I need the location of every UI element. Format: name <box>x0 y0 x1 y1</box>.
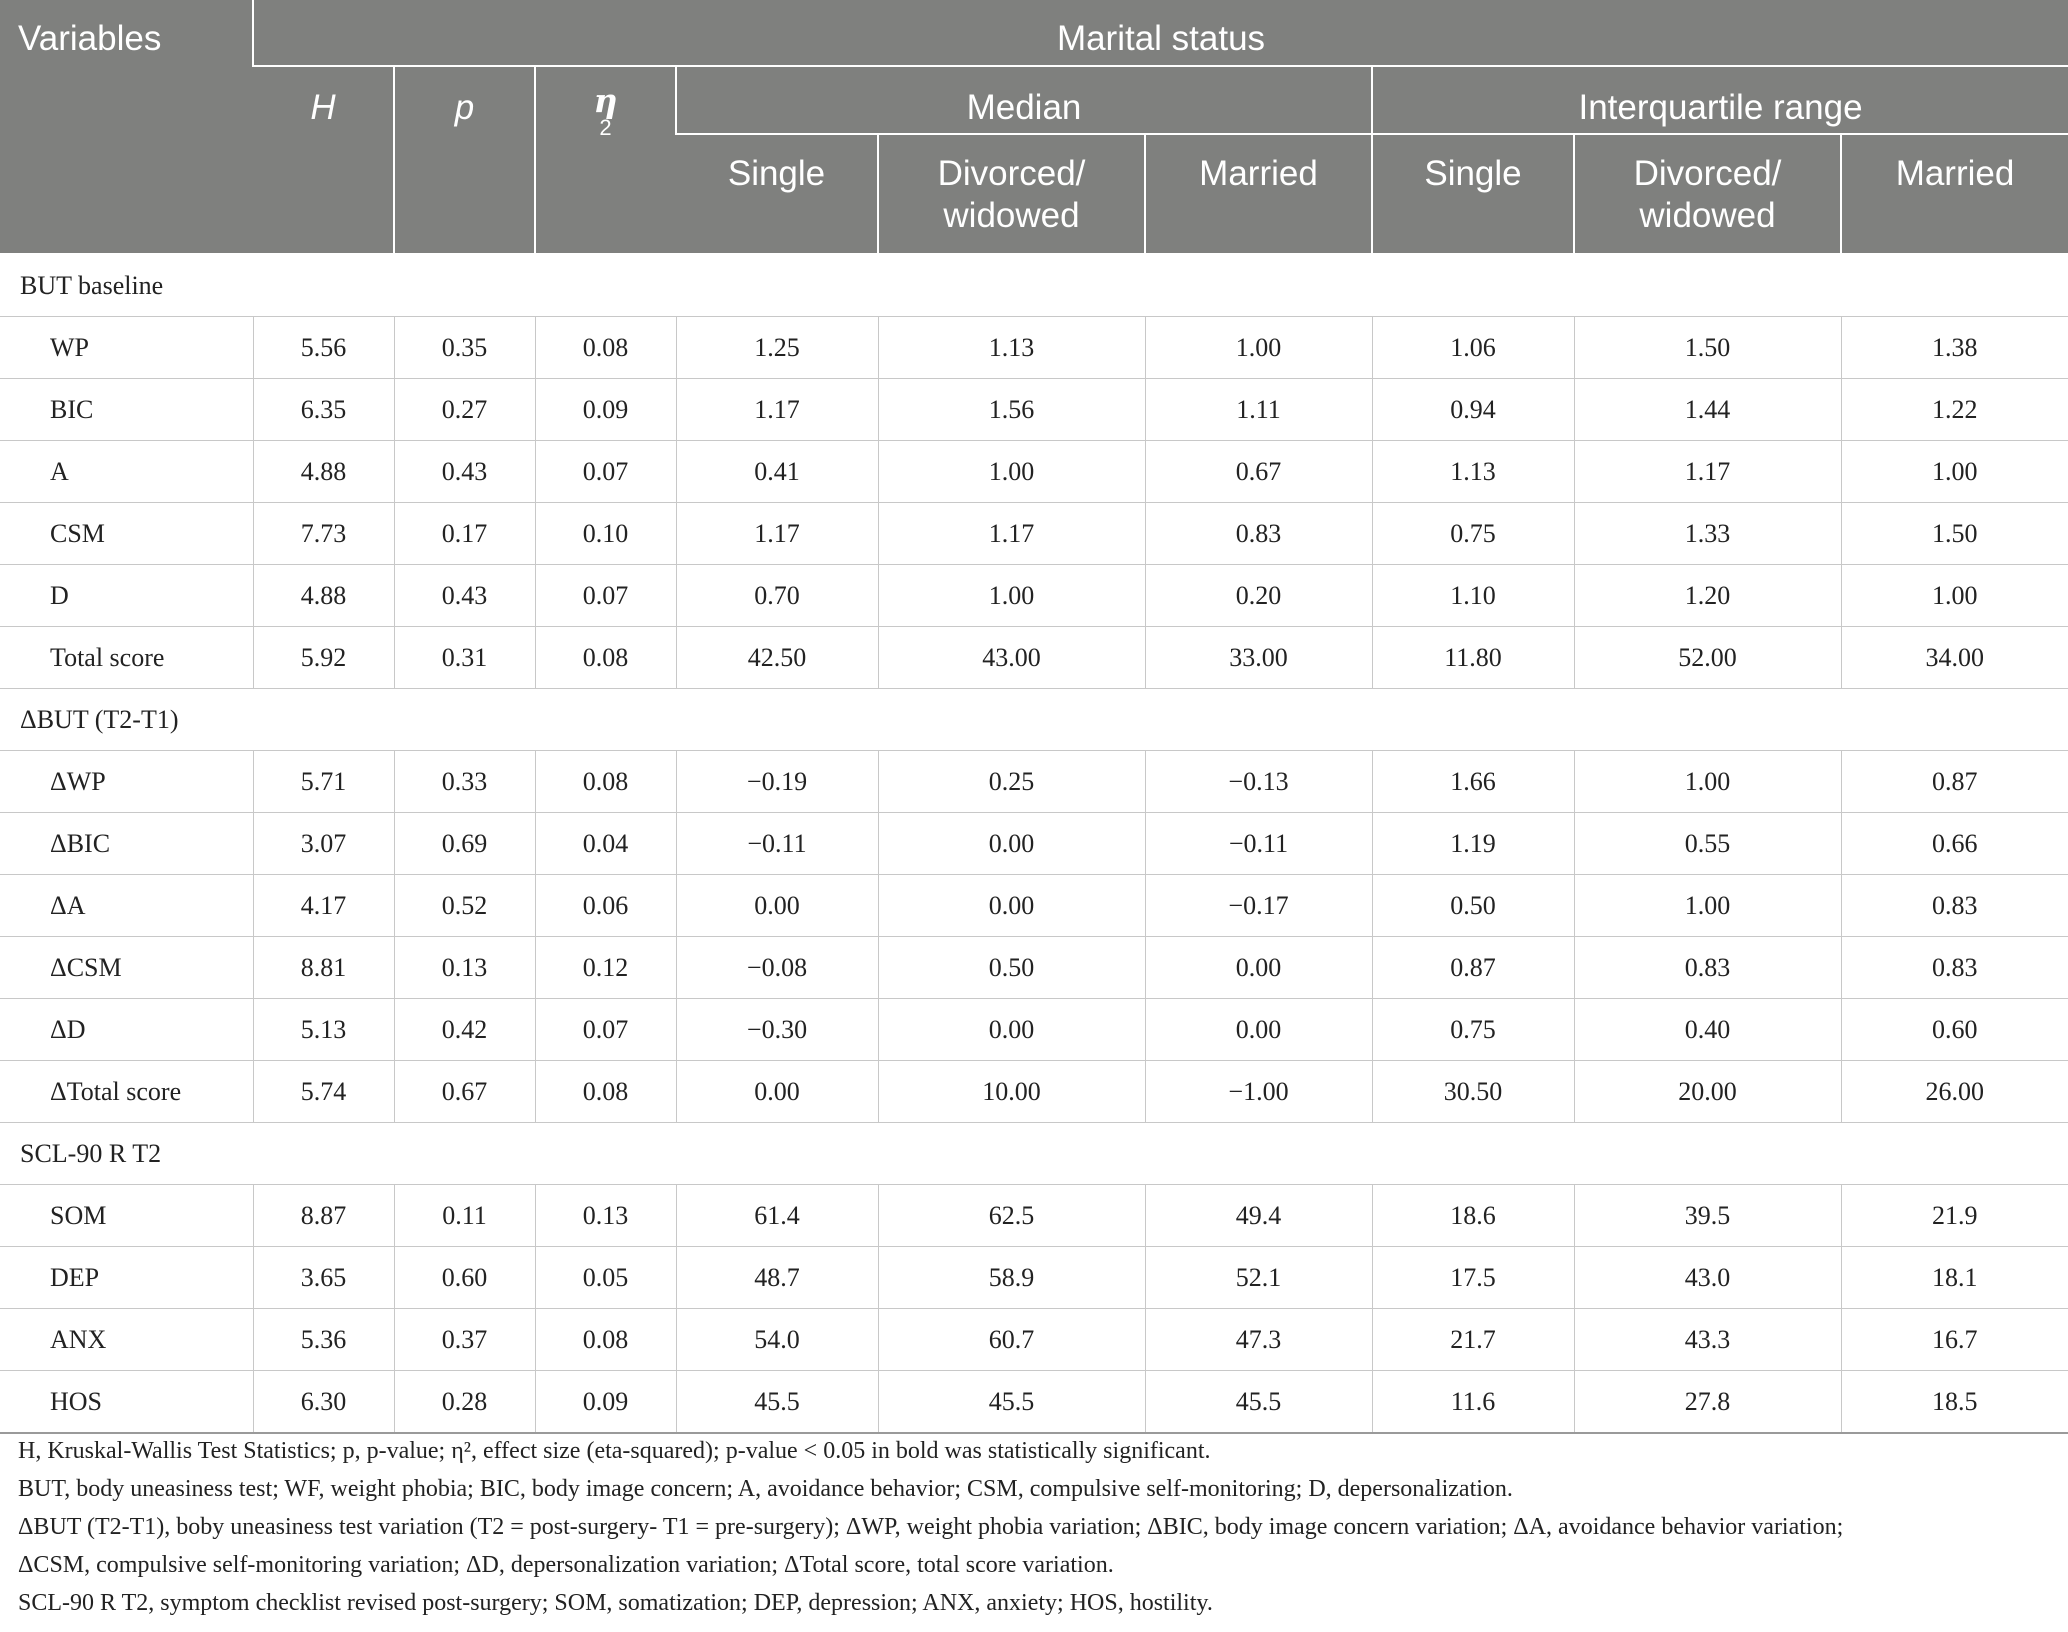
table-cell: 5.92 <box>253 627 394 689</box>
table-cell: 0.00 <box>878 875 1145 937</box>
table-cell: 5.74 <box>253 1061 394 1123</box>
table-cell: 0.13 <box>394 937 535 999</box>
table-cell: 0.11 <box>394 1185 535 1247</box>
row-label: HOS <box>0 1371 253 1434</box>
table-cell: 61.4 <box>676 1185 878 1247</box>
table-cell: 45.5 <box>878 1371 1145 1434</box>
table-cell: 4.88 <box>253 565 394 627</box>
table-cell: 0.60 <box>394 1247 535 1309</box>
table-cell: 3.07 <box>253 813 394 875</box>
section-row <box>0 1123 2068 1185</box>
table-cell: −0.17 <box>1145 875 1372 937</box>
table-cell: 0.40 <box>1574 999 1841 1061</box>
table-cell: 21.7 <box>1372 1309 1574 1371</box>
row-label: Total score <box>0 627 253 689</box>
table-cell: 6.30 <box>253 1371 394 1434</box>
row-label: ΔTotal score <box>0 1061 253 1123</box>
table-cell: 0.09 <box>535 1371 676 1434</box>
table-row <box>0 751 2068 813</box>
table-cell: 0.20 <box>1145 565 1372 627</box>
table-cell: 0.05 <box>535 1247 676 1309</box>
table-cell: 1.44 <box>1574 379 1841 441</box>
table-cell: 0.43 <box>394 565 535 627</box>
table-cell: 0.83 <box>1841 937 2068 999</box>
table-cell: 1.19 <box>1372 813 1574 875</box>
table-cell: 0.87 <box>1841 751 2068 813</box>
row-label: WP <box>0 317 253 379</box>
table-cell: 0.08 <box>535 627 676 689</box>
table-cell: 43.0 <box>1574 1247 1841 1309</box>
table-cell: 0.35 <box>394 317 535 379</box>
table-cell: 0.41 <box>676 441 878 503</box>
table-cell: 1.17 <box>878 503 1145 565</box>
table-cell: 0.12 <box>535 937 676 999</box>
table-cell: 0.08 <box>535 1061 676 1123</box>
table-cell: 1.50 <box>1841 503 2068 565</box>
table-cell: 1.25 <box>676 317 878 379</box>
table-cell: 0.66 <box>1841 813 2068 875</box>
table-cell: 7.73 <box>253 503 394 565</box>
table-cell: 0.09 <box>535 379 676 441</box>
table-cell: 1.13 <box>1372 441 1574 503</box>
table-cell: 8.81 <box>253 937 394 999</box>
table-cell: 8.87 <box>253 1185 394 1247</box>
table-cell: 1.11 <box>1145 379 1372 441</box>
table-cell: 1.66 <box>1372 751 1574 813</box>
table-row <box>0 503 2068 565</box>
table-cell: 0.33 <box>394 751 535 813</box>
table-cell: −0.13 <box>1145 751 1372 813</box>
table-cell: 0.07 <box>535 999 676 1061</box>
table-cell: 1.17 <box>676 503 878 565</box>
footnote-line: SCL-90 R T2, symptom checklist revised post-surgery; SOM, somatization; DEP, depression; ANX, anxiety; HOS, hostility. <box>18 1590 1213 1616</box>
table-cell: 45.5 <box>676 1371 878 1434</box>
table-cell: 0.75 <box>1372 999 1574 1061</box>
table-cell: 0.00 <box>676 875 878 937</box>
header-eta <box>535 66 676 254</box>
table-cell: 34.00 <box>1841 627 2068 689</box>
table-cell: 1.33 <box>1574 503 1841 565</box>
table-cell: 18.5 <box>1841 1371 2068 1434</box>
table-cell: 52.00 <box>1574 627 1841 689</box>
table-cell: 1.00 <box>1574 751 1841 813</box>
table-cell: 1.00 <box>1145 317 1372 379</box>
table-cell: 0.07 <box>535 441 676 503</box>
footnote-line: ΔBUT (T2-T1), boby uneasiness test variation (T2 = post-surgery- T1 = pre-surgery); ΔWP, weight phobia variation; ΔBIC, body image concern variation; ΔA, avoidance behavior variation; <box>18 1514 1844 1540</box>
section-title: BUT baseline <box>0 254 2068 317</box>
table-row <box>0 813 2068 875</box>
table-cell: 0.94 <box>1372 379 1574 441</box>
table-cell: 0.50 <box>1372 875 1574 937</box>
table-cell: 21.9 <box>1841 1185 2068 1247</box>
table-cell: 1.00 <box>1841 441 2068 503</box>
header-h: H <box>253 66 394 254</box>
eta-subscript: 2 <box>599 115 612 140</box>
table-cell: 0.50 <box>878 937 1145 999</box>
table-row <box>0 317 2068 379</box>
table-row <box>0 565 2068 627</box>
table-cell: 0.75 <box>1372 503 1574 565</box>
table-cell: 1.00 <box>878 441 1145 503</box>
footnote-line: H, Kruskal-Wallis Test Statistics; p, p-value; η², effect size (eta-squared); p-value < 0.05 in bold was statistically significant. <box>18 1438 1211 1464</box>
table-cell: 1.22 <box>1841 379 2068 441</box>
table-cell: 11.6 <box>1372 1371 1574 1434</box>
table-cell: 52.1 <box>1145 1247 1372 1309</box>
row-label: CSM <box>0 503 253 565</box>
table-cell: −0.08 <box>676 937 878 999</box>
table-cell: 0.87 <box>1372 937 1574 999</box>
table-row <box>0 875 2068 937</box>
header-median-married: Married <box>1145 134 1372 254</box>
table-cell: 16.7 <box>1841 1309 2068 1371</box>
table-cell: 18.6 <box>1372 1185 1574 1247</box>
table-row <box>0 1061 2068 1123</box>
table-cell: 0.60 <box>1841 999 2068 1061</box>
table-cell: 1.56 <box>878 379 1145 441</box>
row-label: BIC <box>0 379 253 441</box>
header-median-single: Single <box>676 134 878 254</box>
table-cell: 1.00 <box>878 565 1145 627</box>
header-marital-status: Marital status <box>253 0 2068 66</box>
table-row <box>0 441 2068 503</box>
row-label: ΔWP <box>0 751 253 813</box>
table-cell: 0.25 <box>878 751 1145 813</box>
header-iqr: Interquartile range <box>1372 66 2068 134</box>
table-cell: 4.88 <box>253 441 394 503</box>
table-cell: 20.00 <box>1574 1061 1841 1123</box>
table-cell: 49.4 <box>1145 1185 1372 1247</box>
table-cell: −0.19 <box>676 751 878 813</box>
table-cell: 0.31 <box>394 627 535 689</box>
row-label: ΔCSM <box>0 937 253 999</box>
table-cell: 48.7 <box>676 1247 878 1309</box>
table-row <box>0 1371 2068 1434</box>
table-cell: 45.5 <box>1145 1371 1372 1434</box>
table-cell: 0.27 <box>394 379 535 441</box>
table-cell: 10.00 <box>878 1061 1145 1123</box>
table-cell: 0.06 <box>535 875 676 937</box>
header-variables: Variables <box>0 0 253 254</box>
table-cell: 0.67 <box>1145 441 1372 503</box>
table-cell: 1.17 <box>676 379 878 441</box>
table-row <box>0 379 2068 441</box>
table-cell: 0.00 <box>1145 999 1372 1061</box>
table-cell: 0.83 <box>1145 503 1372 565</box>
table-cell: 1.20 <box>1574 565 1841 627</box>
table-cell: 30.50 <box>1372 1061 1574 1123</box>
table-cell: 43.3 <box>1574 1309 1841 1371</box>
table-body <box>0 254 2068 1433</box>
table-cell: 33.00 <box>1145 627 1372 689</box>
row-label: A <box>0 441 253 503</box>
table-cell: 42.50 <box>676 627 878 689</box>
row-label: D <box>0 565 253 627</box>
table-cell: 43.00 <box>878 627 1145 689</box>
table-cell: 0.52 <box>394 875 535 937</box>
table-cell: 11.80 <box>1372 627 1574 689</box>
table-cell: 5.71 <box>253 751 394 813</box>
table-cell: 0.08 <box>535 1309 676 1371</box>
table-cell: 5.13 <box>253 999 394 1061</box>
row-label: SOM <box>0 1185 253 1247</box>
table-cell: 6.35 <box>253 379 394 441</box>
table-cell: 0.08 <box>535 317 676 379</box>
table-cell: −0.11 <box>1145 813 1372 875</box>
table-cell: 1.50 <box>1574 317 1841 379</box>
header-iqr-single: Single <box>1372 134 1574 254</box>
table-cell: 47.3 <box>1145 1309 1372 1371</box>
header-p: p <box>394 66 535 254</box>
table-cell: 0.83 <box>1574 937 1841 999</box>
table-cell: 1.06 <box>1372 317 1574 379</box>
table-cell: 1.00 <box>1574 875 1841 937</box>
table-cell: −1.00 <box>1145 1061 1372 1123</box>
table-footnotes <box>18 1432 2058 1622</box>
table-cell: 0.43 <box>394 441 535 503</box>
table-cell: 4.17 <box>253 875 394 937</box>
table-row <box>0 937 2068 999</box>
table-cell: 0.13 <box>535 1185 676 1247</box>
table-cell: 0.08 <box>535 751 676 813</box>
table-cell: 0.10 <box>535 503 676 565</box>
table-cell: 18.1 <box>1841 1247 2068 1309</box>
table-row <box>0 1185 2068 1247</box>
table-cell: 3.65 <box>253 1247 394 1309</box>
table-cell: 0.00 <box>676 1061 878 1123</box>
table-cell: 62.5 <box>878 1185 1145 1247</box>
table-cell: 27.8 <box>1574 1371 1841 1434</box>
header-median-divorced: Divorced/ widowed <box>878 134 1145 254</box>
section-row <box>0 254 2068 317</box>
section-title: SCL-90 R T2 <box>0 1123 2068 1185</box>
table-cell: 0.07 <box>535 565 676 627</box>
table-row <box>0 999 2068 1061</box>
row-label: ANX <box>0 1309 253 1371</box>
table-cell: 54.0 <box>676 1309 878 1371</box>
table-cell: 39.5 <box>1574 1185 1841 1247</box>
table-cell: −0.30 <box>676 999 878 1061</box>
row-label: ΔD <box>0 999 253 1061</box>
footnote-line: BUT, body uneasiness test; WF, weight phobia; BIC, body image concern; A, avoidance behavior; CSM, compulsive self-monitoring; D, depersonalization. <box>18 1476 1513 1502</box>
table-cell: 5.56 <box>253 317 394 379</box>
table-cell: 1.13 <box>878 317 1145 379</box>
header-iqr-divorced: Divorced/ widowed <box>1574 134 1841 254</box>
footnote-line: ΔCSM, compulsive self-monitoring variation; ΔD, depersonalization variation; ΔTotal score, total score variation. <box>18 1552 1114 1578</box>
table-cell: 0.17 <box>394 503 535 565</box>
table-cell: 17.5 <box>1372 1247 1574 1309</box>
table-cell: 1.38 <box>1841 317 2068 379</box>
table-cell: 1.17 <box>1574 441 1841 503</box>
table-cell: 60.7 <box>878 1309 1145 1371</box>
table-cell: 0.83 <box>1841 875 2068 937</box>
table-cell: 0.67 <box>394 1061 535 1123</box>
table-cell: 0.69 <box>394 813 535 875</box>
table-cell: 1.00 <box>1841 565 2068 627</box>
table-cell: 0.00 <box>878 813 1145 875</box>
table-cell: 0.28 <box>394 1371 535 1434</box>
table-cell: 0.04 <box>535 813 676 875</box>
row-label: ΔA <box>0 875 253 937</box>
table-cell: 0.00 <box>1145 937 1372 999</box>
table-cell: 58.9 <box>878 1247 1145 1309</box>
header-median: Median <box>676 66 1372 134</box>
row-label: ΔBIC <box>0 813 253 875</box>
header-iqr-married: Married <box>1841 134 2068 254</box>
table-header <box>0 0 2068 254</box>
table-row <box>0 627 2068 689</box>
table-cell: −0.11 <box>676 813 878 875</box>
row-label: DEP <box>0 1247 253 1309</box>
table-row <box>0 1247 2068 1309</box>
table-row <box>0 1309 2068 1371</box>
table-cell: 1.10 <box>1372 565 1574 627</box>
table-cell: 0.00 <box>878 999 1145 1061</box>
section-title: ΔBUT (T2-T1) <box>0 689 2068 751</box>
table-cell: 5.36 <box>253 1309 394 1371</box>
eta-symbol: η <box>593 81 618 120</box>
table-cell: 0.42 <box>394 999 535 1061</box>
table-cell: 26.00 <box>1841 1061 2068 1123</box>
table-cell: 0.37 <box>394 1309 535 1371</box>
section-row <box>0 689 2068 751</box>
table-cell: 0.70 <box>676 565 878 627</box>
table-cell: 0.55 <box>1574 813 1841 875</box>
